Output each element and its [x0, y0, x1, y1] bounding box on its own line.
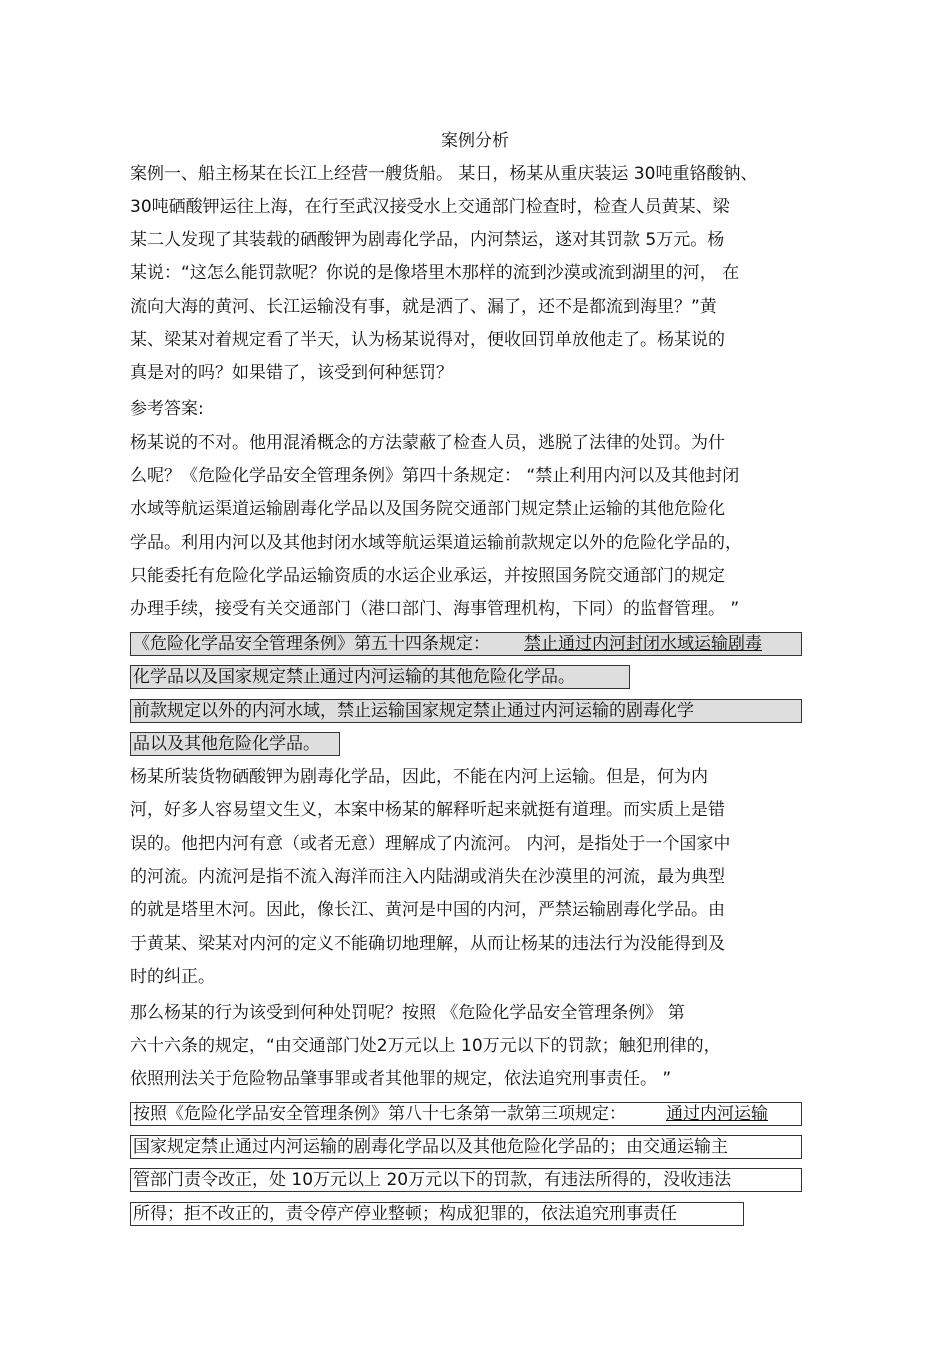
analysis-line: 的河流。内流河是指不流入海洋而注入内陆湖或消失在沙漠里的河流，最为典型: [130, 867, 725, 887]
case-line: 某说：“这怎么能罚款呢？你说的是像塔里木那样的流到沙漠或流到湖里的河， 在: [130, 263, 740, 283]
penalty-line: 六十六条的规定，“由交通部门处2万元以上 10万元以下的罚款；触犯刑律的，: [130, 1036, 721, 1056]
analysis-line: 的就是塔里木河。因此，像长江、黄河是中国的内河，严禁运输剧毒化学品。由: [130, 900, 725, 920]
article-87-line: 管部门责令改正，处 10万元以上 20万元以下的罚款，有违法所得的，没收违法: [130, 1168, 802, 1192]
article-87-line: 国家规定禁止通过内河运输的剧毒化学品以及其他危险化学品的；由交通运输主: [130, 1135, 802, 1159]
answer-line: 学品。利用内河以及其他封闭水域等航运渠道运输前款规定以外的危险化学品的，: [130, 533, 742, 553]
answer-line: 办理手续，接受有关交通部门（港口部门、海事管理机构，下同）的监督管理。 ”: [130, 599, 740, 619]
answer-label: 参考答案:: [130, 399, 204, 419]
case-line: 案例一、船主杨某在长江上经营一艘货船。 某日，杨某从重庆装运 30吨重铬酸钠、: [130, 164, 758, 184]
article-87-prefix: 按照《危险化学品安全管理条例》第八十七条第一款第三项规定：: [133, 1104, 626, 1124]
article-54-prefix: 《危险化学品安全管理条例》第五十四条规定：: [133, 634, 490, 654]
penalty-line: 依照刑法关于危险物品肇事罪或者其他罪的规定，依法追究刑事责任。 ”: [130, 1069, 672, 1089]
answer-line: 么呢？《危险化学品安全管理条例》第四十条规定： “禁止利用内河以及其他封闭: [130, 466, 740, 486]
document-title: 案例分析: [441, 131, 509, 151]
case-line: 流向大海的黄河、长江运输没有事，就是洒了、漏了，还不是都流到海里？”黄: [130, 297, 717, 317]
article-54-line: 品以及其他危险化学品。: [130, 732, 340, 756]
analysis-line: 杨某所装货物硒酸钾为剧毒化学品，因此，不能在内河上运输。但是，何为内: [130, 767, 708, 787]
case-line: 真是对的吗？如果错了，该受到何种惩罚？: [130, 363, 453, 383]
analysis-line: 误的。他把内河有意（或者无意）理解成了内流河。 内河，是指处于一个国家中: [130, 834, 731, 854]
analysis-line: 于黄某、梁某对内河的定义不能确切地理解，从而让杨某的违法行为没能得到及: [130, 934, 725, 954]
article-87-line: 所得；拒不改正的，责令停产停业整顿；构成犯罪的，依法追究刑事责任: [130, 1202, 744, 1226]
article-54-line: 前款规定以外的内河水域，禁止运输国家规定禁止通过内河运输的剧毒化学: [130, 699, 802, 723]
article-54-line: [130, 632, 802, 656]
answer-line: 水域等航运渠道运输剧毒化学品以及国务院交通部门规定禁止运输的其他危险化: [130, 499, 725, 519]
case-line: 某、梁某对着规定看了半天，认为杨某说得对，便收回罚单放他走了。杨某说的: [130, 330, 725, 350]
case-line: 30吨硒酸钾运往上海，在行至武汉接受水上交通部门检查时，检查人员黄某、梁: [130, 197, 730, 217]
article-54-line: 化学品以及国家规定禁止通过内河运输的其他危险化学品。: [130, 665, 630, 689]
penalty-line: 那么杨某的行为该受到何种处罚呢？按照 《危险化学品安全管理条例》 第: [130, 1003, 685, 1023]
article-87-line: [130, 1102, 802, 1126]
article-87-underlined: 通过内河运输: [666, 1104, 768, 1124]
analysis-line: 河，好多人容易望文生义，本案中杨某的解释听起来就挺有道理。而实质上是错: [130, 800, 725, 820]
analysis-line: 时的纠正。: [130, 967, 215, 987]
case-line: 某二人发现了其装载的硒酸钾为剧毒化学品，内河禁运，遂对其罚款 5万元。杨: [130, 230, 725, 250]
answer-line: 杨某说的不对。他用混淆概念的方法蒙蔽了检查人员，逃脱了法律的处罚。为什: [130, 433, 725, 453]
answer-line: 只能委托有危险化学品运输资质的水运企业承运，并按照国务院交通部门的规定: [130, 566, 725, 586]
article-54-underlined: 禁止通过内河封闭水域运输剧毒: [524, 634, 762, 654]
